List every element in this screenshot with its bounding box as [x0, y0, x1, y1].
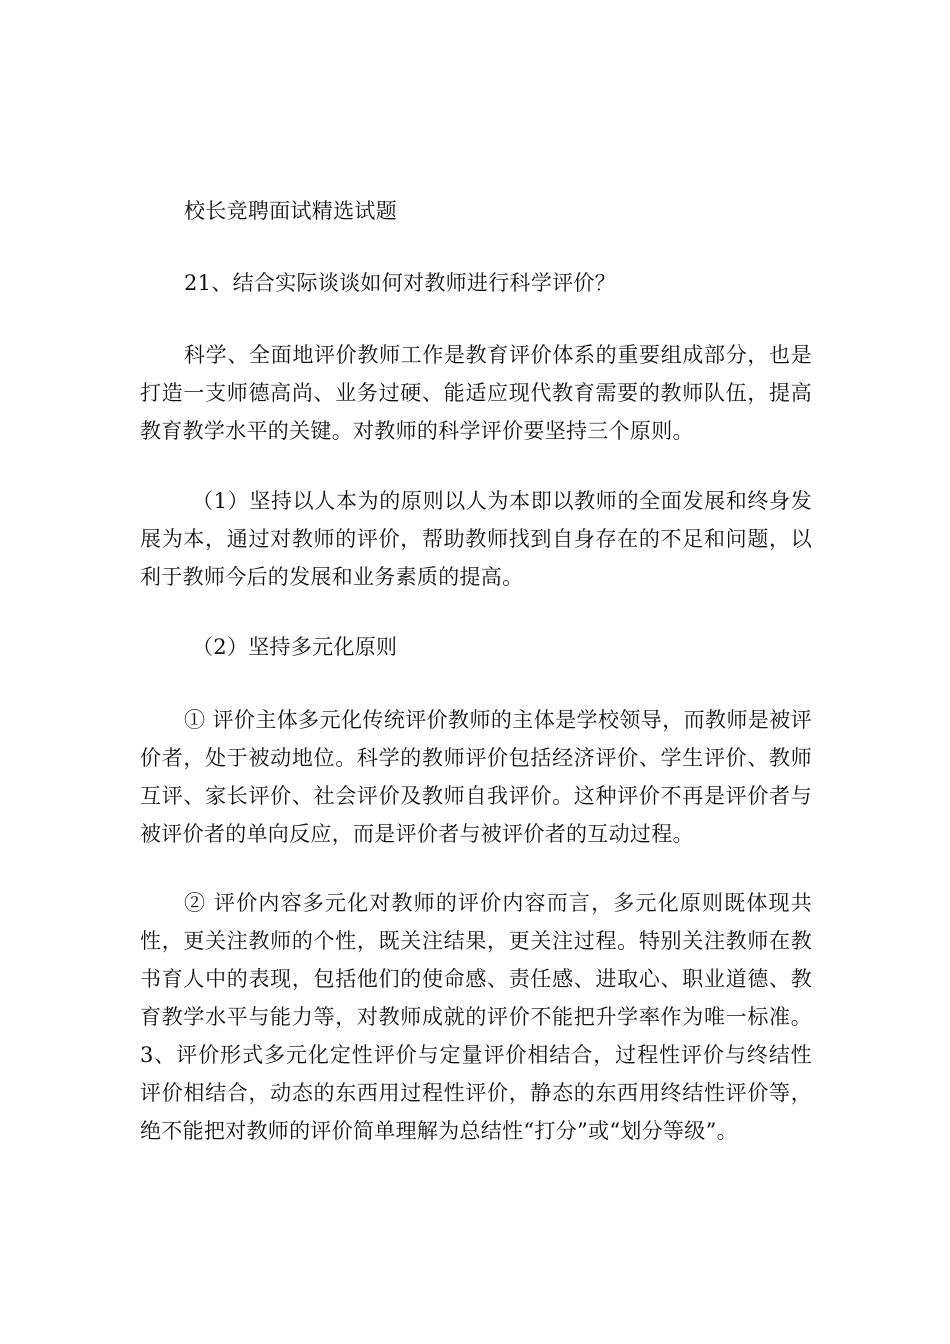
- principle-2-heading: （2）坚持多元化原则: [192, 635, 398, 659]
- point-1-paragraph: ① 评价主体多元化传统评价教师的主体是学校领导，而教师是被评价者，处于被动地位。科学的教师评价包括经济评价、学生评价、教师互评、家长评价、社会评价及教师自我评价。这种评价不再是评价者与被评价者的单向反应，而是评价者与被评价者的互动过程。: [140, 708, 812, 846]
- question-heading: 21、结合实际谈谈如何对教师进行科学评价？: [184, 271, 617, 295]
- intro-paragraph: 科学、全面地评价教师工作是教育评价体系的重要组成部分，也是打造一支师德高尚、业务过硬、能适应现代教育需要的教师队伍，提高教育教学水平的关键。对教师的科学评价要坚持三个原则。: [140, 343, 812, 443]
- point-2-paragraph: ② 评价内容多元化对教师的评价内容而言，多元化原则既体现共性，更关注教师的个性，既关注结果，更关注过程。特别关注教师在教书育人中的表现，包括他们的使命感、责任感、进取心、职业道德、教育教学水平与能力等，对教师成就的评价不能把升学率作为唯一标准。3、评价形式多元化定性评价与定量评价相结合，过程性评价与终结性评价相结合，动态的东西用过程性评价，静态的东西用终结性评价等，绝不能把对教师的评价简单理解为总结性“打分”或“划分等级”。: [140, 891, 812, 1143]
- principle-1-paragraph: （1）坚持以人本为的原则以人为本即以教师的全面发展和终身发展为本，通过对教师的评价，帮助教师找到自身存在的不足和问题，以利于教师今后的发展和业务素质的提高。: [140, 489, 812, 589]
- document-title: 校长竞聘面试精选试题: [184, 199, 397, 223]
